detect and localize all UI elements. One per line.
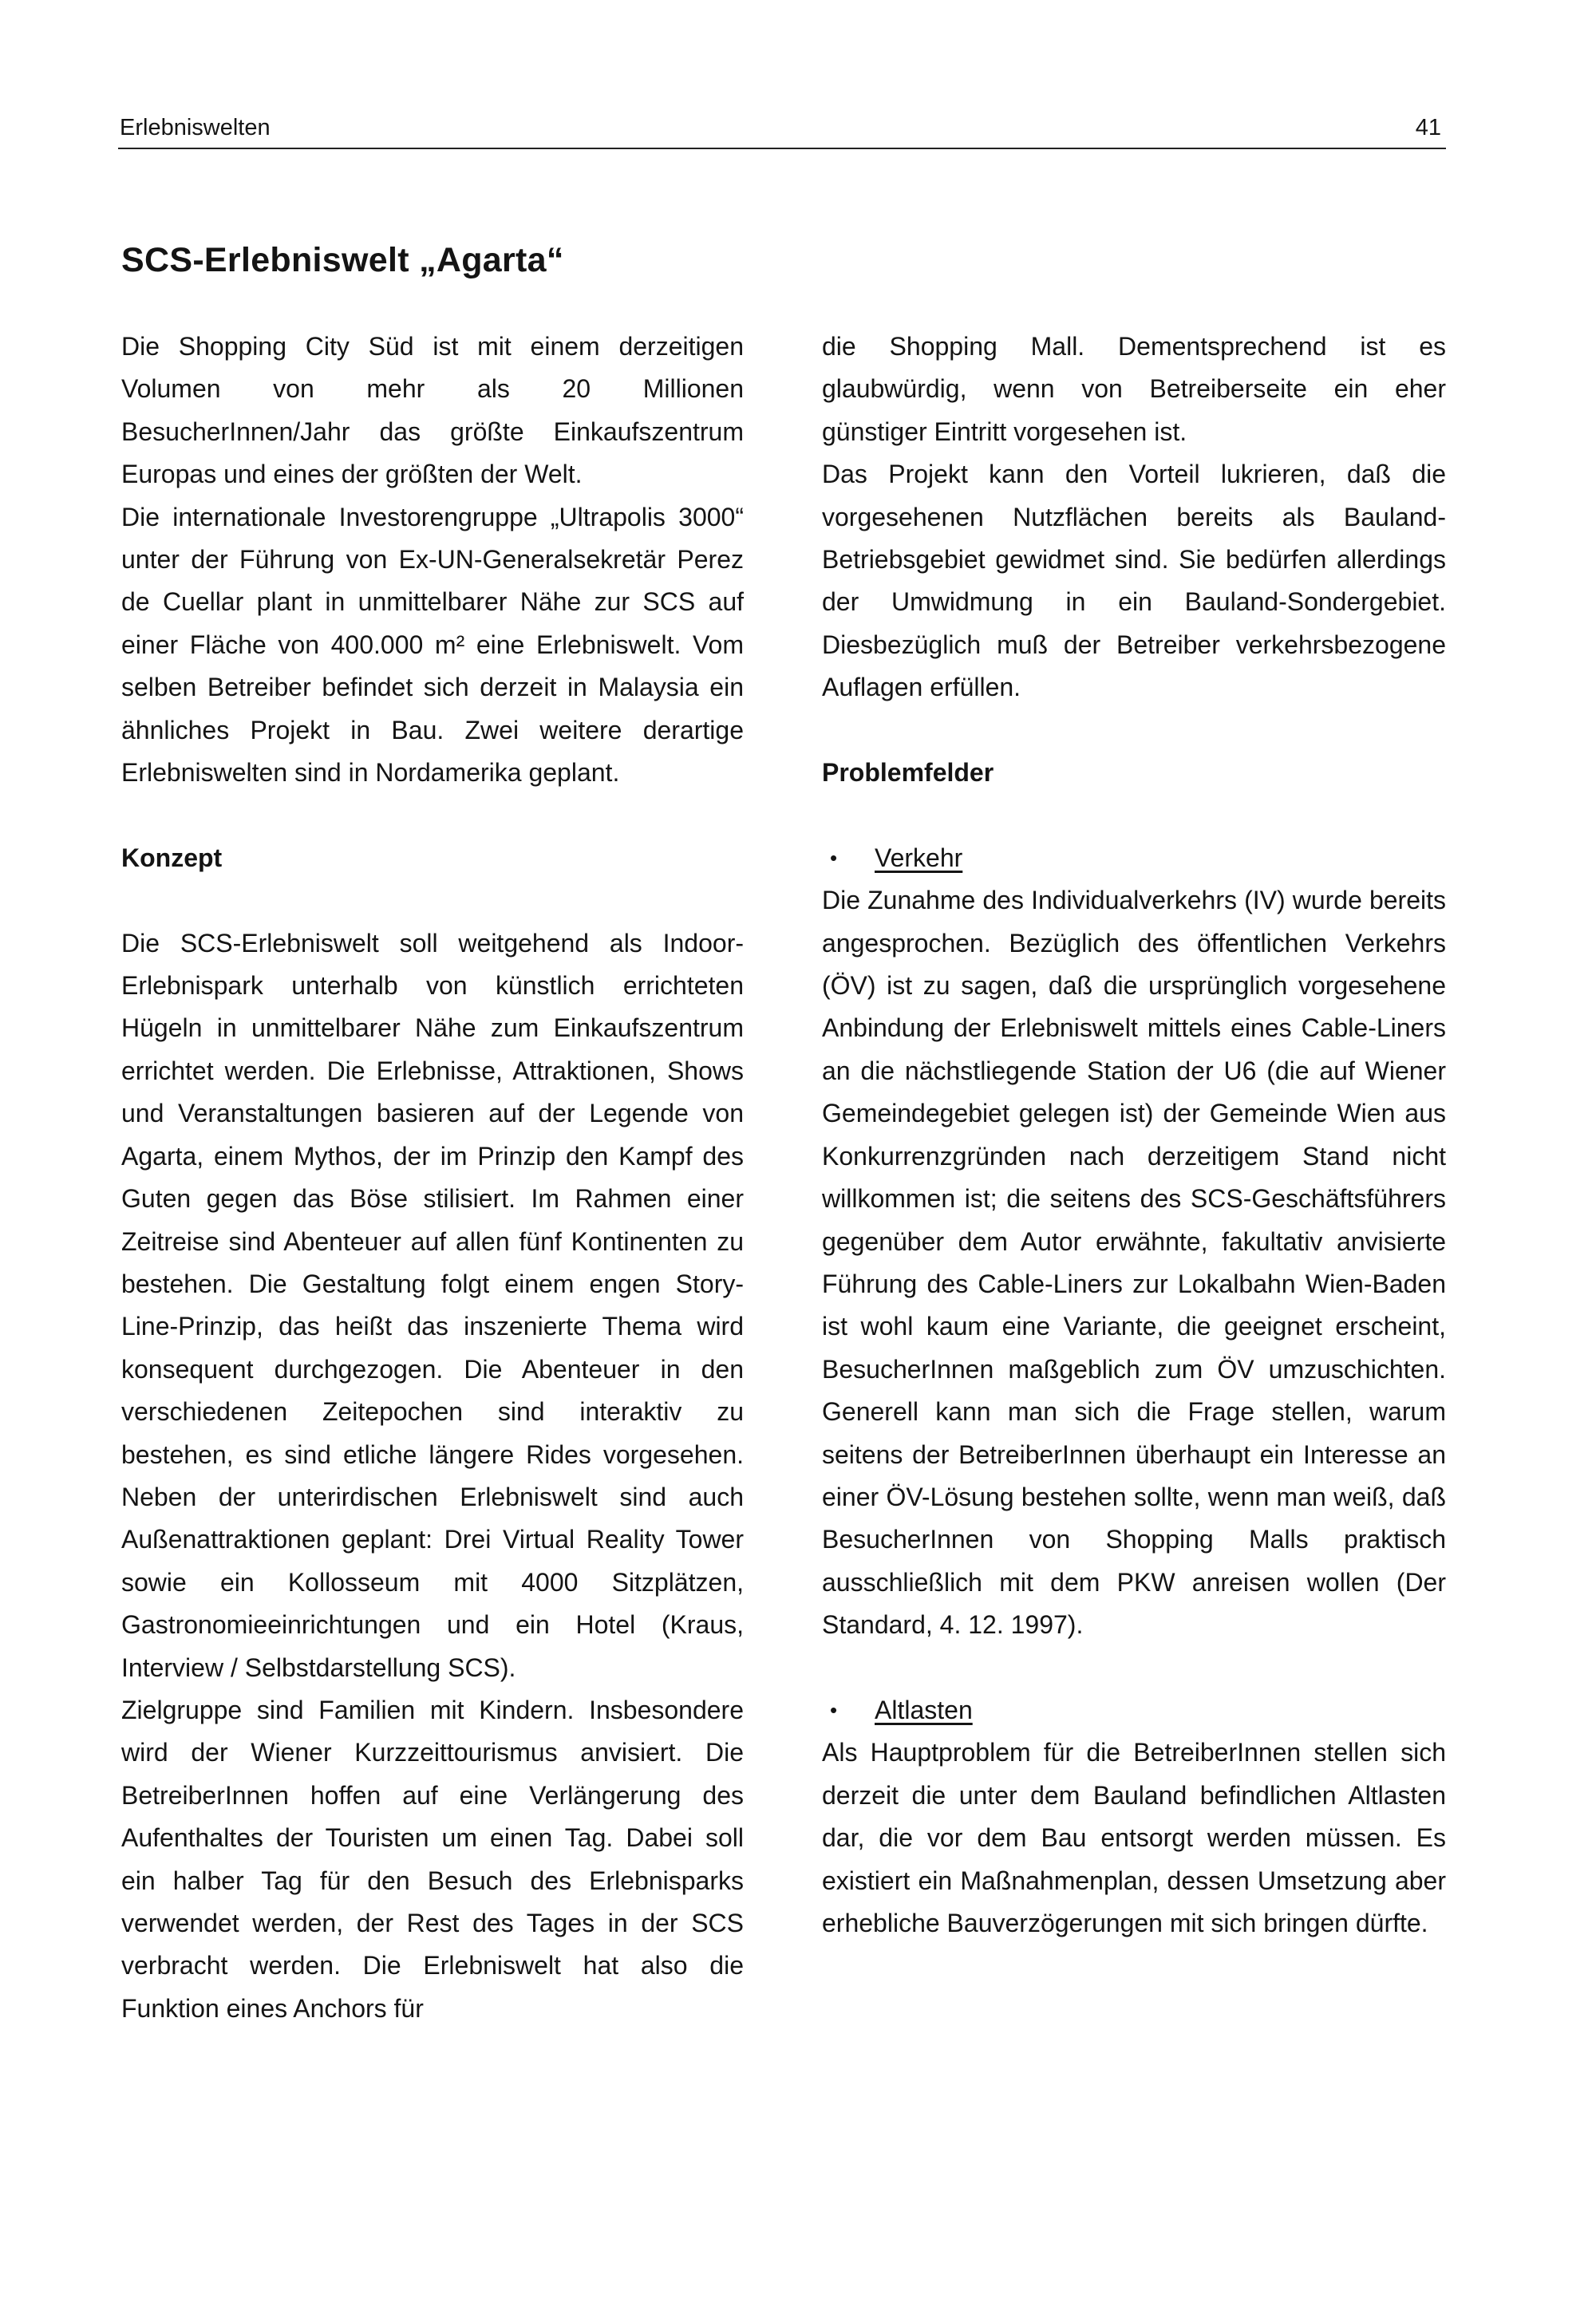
konzept-paragraph-1: Die SCS-Erlebniswelt soll weitgehend als Indoor-Erlebnispark unterhalb von künstlich errichteten Hügeln in unmittelbarer Nähe zum Einkaufszentrum errichtet werden. Die Erlebnisse, Attraktionen, Shows und Veranstaltungen basieren auf der Legende von Agarta, einem Mythos, der im Prinzip den Kampf des Guten gegen das Böse stilisiert. Im Rahmen einer Zeitreise sind Abenteuer auf allen fünf Kontinenten zu bestehen. Die Gestaltung folgt einem engen Story-Line-Prinzip, das heißt das inszenierte Thema wird konsequent durchgezogen. Die Abenteuer in den verschiedenen Zeitepochen sind interaktiv zu bestehen, es sind etliche längere Rides vorgesehen. Neben der unterirdischen Erlebniswelt sind auch Außenattraktionen geplant: Drei Virtual Reality Tower sowie ein Kollosseum mit 4000 Sitzplätzen, Gastronomieeinrichtungen und ein Hotel (Kraus, Interview / Selbstdarstellung SCS). bbox=[121, 928, 744, 1682]
bullet-icon: • bbox=[830, 845, 838, 870]
page-number: 41 bbox=[1415, 115, 1441, 140]
verkehr-paragraph: Die Zunahme des Individualverkehrs (IV) wurde bereits angesprochen. Bezüglich des öffentlichen Verkehrs (ÖV) ist zu sagen, daß die ursprünglich vorgesehene Anbindung der Erlebniswelt mittels eines Cable-Liners an die nächstliegende Station der U6 (die auf Wiener Gemeindegebiet gelegen ist) der Gemeinde Wien aus Konkurrenzgründen nach derzeitigem Stand nicht willkommen ist; die seitens des SCS-Geschäftsführers gegenüber dem Autor erwähnte, fakultativ anvisierte Führung des Cable-Liners zur Lokalbahn Wien-Baden ist wohl kaum eine Variante, die geeignet erscheint, BesucherInnen maßgeblich zum ÖV umzuschichten. Generell kann man sich die Frage stellen, warum seitens der BetreiberInnen überhaupt ein Interesse an einer ÖV-Lösung bestehen sollte, wenn man weiß, daß BesucherInnen von Shopping Malls praktisch ausschließlich mit dem PKW anreisen wollen (Der Standard, 4. 12. 1997). bbox=[822, 886, 1446, 1640]
left-column bbox=[121, 326, 744, 2030]
continuation-paragraph-2: Das Projekt kann den Vorteil lukrieren, daß die vorgesehenen Nutzflächen bereits als Bauland-Betriebsgebiet gewidmet sind. Sie bedürfen allerdings der Umwidmung in ein Bauland-Sondergebiet. Diesbezüglich muß der Betreiber verkehrsbezogene Auflagen erfüllen. bbox=[822, 460, 1446, 702]
bullet-altlasten bbox=[822, 1689, 1446, 1732]
intro-paragraph-2: Die internationale Investorengruppe „Ultrapolis 3000“ unter der Führung von Ex-UN-Generalsekretär Perez de Cuellar plant in unmittelbarer Nähe zur SCS auf einer Fläche von 400.000 m² eine Erlebniswelt. Vom selben Betreiber befindet sich derzeit in Malaysia ein ähnliches Projekt in Bau. Zwei weitere derartige Erlebniswelten sind in Nordamerika geplant. bbox=[121, 502, 744, 788]
konzept-heading: Konzept bbox=[121, 843, 223, 872]
section-title: SCS-Erlebniswelt „Agarta“ bbox=[121, 241, 564, 279]
problemfelder-heading: Problemfelder bbox=[822, 758, 994, 788]
intro-paragraph-1: Die Shopping City Süd ist mit einem derzeitigen Volumen von mehr als 20 Millionen BesucherInnen/Jahr das größte Einkaufszentrum Europas und eines der größten der Welt. bbox=[121, 332, 744, 489]
continuation-paragraph-1: die Shopping Mall. Dementsprechend ist es glaubwürdig, wenn von Betreiberseite ein eher günstiger Eintritt vorgesehen ist. bbox=[822, 332, 1446, 446]
bullet-verkehr bbox=[822, 837, 1446, 879]
altlasten-label: Altlasten bbox=[875, 1695, 973, 1724]
right-column bbox=[822, 326, 1446, 1945]
verkehr-label: Verkehr bbox=[875, 843, 963, 872]
header-rule bbox=[118, 148, 1446, 149]
altlasten-paragraph: Als Hauptproblem für die BetreiberInnen stellen sich derzeit die unter dem Bauland befindlichen Altlasten dar, die vor dem Bau entsorgt werden müssen. Es existiert ein Maßnahmenplan, dessen Umsetzung aber erhebliche Bauverzögerungen mit sich bringen dürfte. bbox=[822, 1738, 1446, 1937]
running-head: Erlebniswelten bbox=[120, 115, 271, 140]
konzept-paragraph-2: Zielgruppe sind Familien mit Kindern. Insbesondere wird der Wiener Kurzzeittourismus anvisiert. Die BetreiberInnen hoffen auf eine Verlängerung des Aufenthaltes der Touristen um einen Tag. Dabei soll ein halber Tag für den Besuch des Erlebnisparks verwendet werden, der Rest des Tages in der SCS verbracht werden. Die Erlebniswelt hat also die Funktion eines Anchors für bbox=[121, 1695, 744, 2023]
bullet-icon: • bbox=[830, 1697, 838, 1722]
page-header bbox=[120, 112, 1444, 144]
